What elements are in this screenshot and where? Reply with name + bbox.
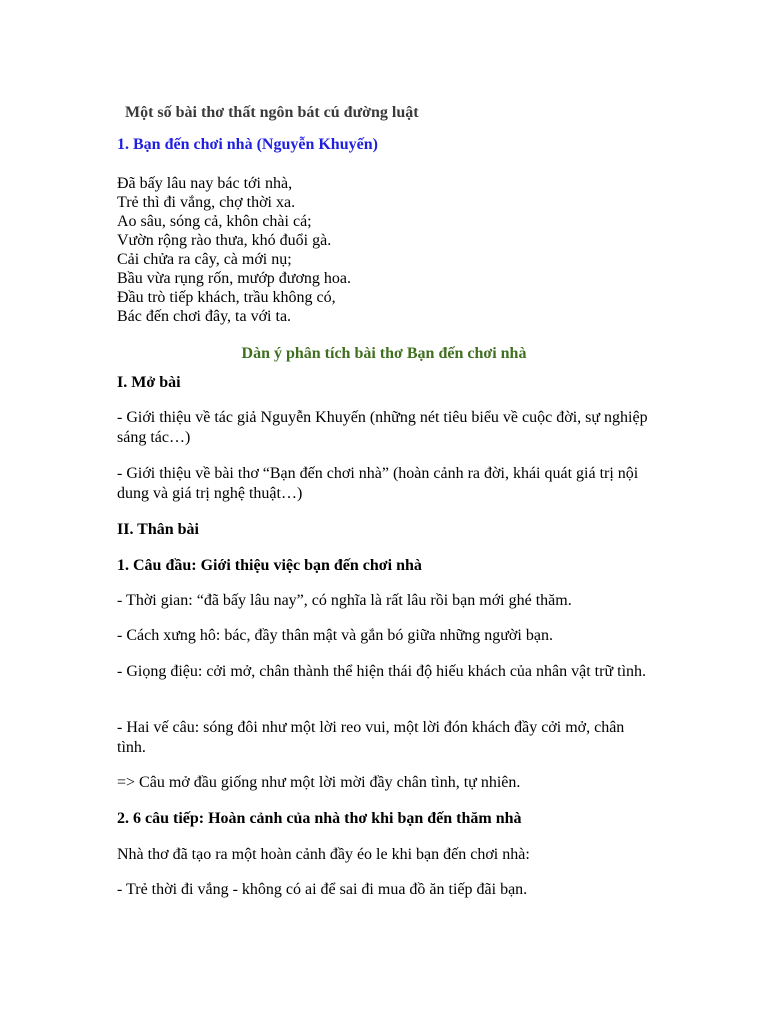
poem-line: Đã bấy lâu nay bác tới nhà, bbox=[117, 175, 293, 192]
body-paragraph-children-away: - Trẻ thời đi vắng - không có ai để sai đi mua đồ ăn tiếp đãi bạn. bbox=[117, 881, 528, 898]
poem-line: Đầu trò tiếp khách, trầu không có, bbox=[117, 289, 336, 306]
body-paragraph-time: - Thời gian: “đã bấy lâu nay”, có nghĩa là rất lâu rồi bạn mới ghé thăm. bbox=[117, 592, 572, 609]
body-paragraph-conclusion: => Câu mở đầu giống như một lời mời đầy chân tình, tự nhiên. bbox=[117, 774, 521, 791]
section-heading-intro: I. Mở bài bbox=[117, 374, 181, 391]
poem-heading: 1. Bạn đến chơi nhà (Nguyễn Khuyến) bbox=[117, 136, 378, 153]
poem-line: Ao sâu, sóng cả, khôn chài cá; bbox=[117, 213, 312, 230]
intro-paragraph-poem: - Giới thiệu về bài thơ “Bạn đến chơi nhà” (hoàn cảnh ra đời, khái quát giá trị nội dung và giá trị nghệ thuật…) bbox=[117, 465, 639, 502]
subheading-first-line: 1. Câu đầu: Giới thiệu việc bạn đến chơi nhà bbox=[117, 557, 422, 574]
subheading-next-lines: 2. 6 câu tiếp: Hoàn cảnh của nhà thơ khi bạn đến thăm nhà bbox=[117, 810, 522, 827]
poem-line: Trẻ thì đi vắng, chợ thời xa. bbox=[117, 194, 296, 211]
body-paragraph-tone: - Giọng điệu: cởi mở, chân thành thể hiện thái độ hiếu khách của nhân vật trữ tình. bbox=[117, 663, 647, 680]
body-paragraph-address: - Cách xưng hô: bác, đầy thân mật và gắn bó giữa những người bạn. bbox=[117, 627, 553, 644]
intro-paragraph-author: - Giới thiệu về tác giả Nguyễn Khuyến (những nét tiêu biểu về cuộc đời, sự nghiệp sáng tác…) bbox=[117, 409, 648, 446]
poem-line: Vườn rộng rào thưa, khó đuổi gà. bbox=[117, 232, 332, 249]
poem-line: Bác đến chơi đây, ta với ta. bbox=[117, 308, 292, 325]
body-paragraph-situation: Nhà thơ đã tạo ra một hoàn cảnh đầy éo le khi bạn đến chơi nhà: bbox=[117, 846, 530, 863]
body-paragraph-structure: - Hai vế câu: sóng đôi như một lời reo vui, một lời đón khách đầy cởi mở, chân tình. bbox=[117, 719, 625, 756]
poem-text bbox=[117, 174, 351, 326]
poem-line: Bầu vừa rụng rốn, mướp đương hoa. bbox=[117, 270, 352, 287]
poem-line: Cải chửa ra cây, cà mới nụ; bbox=[117, 251, 292, 268]
outline-heading: Dàn ý phân tích bài thơ Bạn đến chơi nhà bbox=[241, 345, 527, 362]
document-title: Một số bài thơ thất ngôn bát cú đường luật bbox=[125, 104, 419, 121]
section-heading-body: II. Thân bài bbox=[117, 521, 199, 538]
